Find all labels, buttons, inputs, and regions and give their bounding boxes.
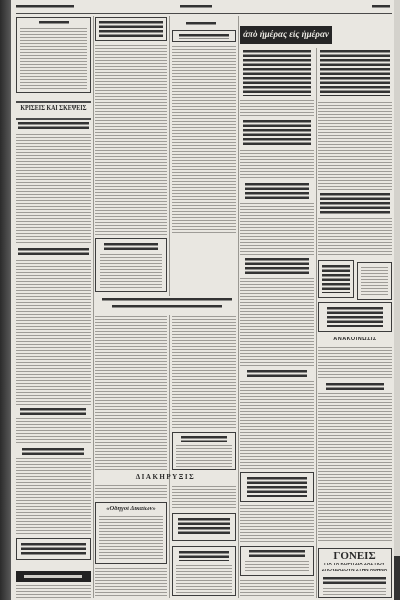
article-text: [172, 316, 236, 428]
spread-headline-line-1: [102, 298, 232, 301]
ad-title-line: [39, 21, 69, 25]
section-rule-bottom: [16, 118, 91, 120]
article-text: [240, 100, 314, 116]
small-ad-box: [172, 546, 236, 596]
article-headline: [18, 122, 89, 131]
article-headline: [320, 50, 390, 96]
business-ad-box: [240, 546, 314, 576]
notice-title: [181, 436, 227, 442]
section-heading-kriseis: ΚΡΙΣΕΙΣ ΚΑΙ ΣΚΕΨΕΙΣ: [20, 105, 87, 112]
small-ad-text: [178, 518, 230, 536]
header-rule: [16, 13, 392, 14]
article-headline: [22, 448, 84, 455]
dark-banner: [16, 571, 91, 582]
column-rule: [169, 16, 170, 296]
headline-text: [99, 21, 163, 37]
proclamation-text: [95, 485, 167, 499]
small-ad-text: [322, 265, 350, 293]
advertisement-box: [95, 238, 167, 292]
announcement-text: [318, 347, 392, 380]
column-rule: [316, 48, 317, 598]
ad-text: [100, 254, 162, 288]
page-corner-shadow: [394, 556, 400, 600]
article-text: [16, 134, 91, 244]
guides-box: [95, 502, 167, 564]
parents-ad-subtitle-1: ΓΙΑ ΤΑ ΚΟΡΙΤΣΙΑ ΣΑΣ ΠΟΥ: [324, 563, 385, 567]
article-text: [318, 218, 392, 256]
small-ad-text: [361, 267, 388, 295]
article-text: [240, 203, 314, 255]
headline-box: [95, 17, 167, 41]
column-title-text: [179, 34, 229, 39]
binding-edge: [0, 0, 11, 600]
article-text: [16, 260, 91, 405]
name-card-text: [247, 477, 307, 497]
article-headline: [326, 383, 384, 390]
small-ad-box: [357, 262, 392, 300]
article-text: [16, 585, 91, 598]
small-ad-title: [179, 551, 229, 561]
article-text: [95, 316, 167, 471]
classified-ad-box: [16, 17, 91, 93]
notice-box: [172, 432, 236, 470]
banner-title: ἀπὸ ἡμέρας εἰς ἡμέραν: [243, 30, 329, 39]
section-rule-top: [16, 101, 91, 103]
article-text: [172, 486, 236, 510]
header-page-number: [372, 5, 390, 9]
parents-ad-box: [318, 548, 392, 598]
article-text: [240, 505, 314, 543]
column-rule: [93, 16, 94, 598]
article-headline: [243, 120, 311, 146]
article-text: [16, 458, 91, 534]
article-text: [318, 393, 392, 543]
article-text: [240, 381, 314, 469]
header-masthead-line: [180, 5, 212, 9]
parents-ad-subtitle-2: ΣΠΟΥΔΑΖΟΥΝ ΣΤΗΝ ΑΘΗΝΑ: [321, 569, 388, 573]
business-ad-text: [245, 561, 309, 573]
name-card-box: [240, 472, 314, 502]
column-rule: [238, 16, 239, 598]
column-kicker: [186, 22, 216, 25]
header-date-line: [16, 5, 74, 9]
article-text: [172, 46, 236, 234]
parents-ad-footer: [323, 588, 386, 595]
article-headline: [18, 248, 89, 257]
small-ad-box: [318, 260, 354, 298]
parents-ad-title: ΓΟΝΕΙΣ: [333, 551, 376, 562]
article-text: [16, 418, 91, 445]
ad-text-block: [20, 28, 87, 90]
article-headline: [245, 258, 309, 274]
spread-headline-line-2: [112, 305, 222, 308]
parents-ad-table: [323, 577, 386, 585]
article-text: [318, 102, 392, 190]
article-headline: [245, 183, 309, 199]
article-text: [95, 45, 167, 235]
article-headline: [247, 370, 307, 377]
business-ad-title: [249, 550, 305, 558]
page-right-edge: [394, 0, 400, 600]
article-text: [240, 150, 314, 180]
column-title-box: [172, 30, 236, 42]
guides-box-title: «Οδηγοί Δικαίων»: [106, 506, 156, 512]
day-to-day-banner: [240, 26, 332, 44]
small-ad-text: [176, 565, 232, 593]
article-text: [240, 278, 314, 366]
article-headline: [243, 50, 311, 96]
announcements-heading: ΑΝΑΚΟΙΝΩΣΙΣ: [333, 337, 377, 342]
ad-headline: [104, 243, 158, 250]
article-headline: [20, 408, 86, 415]
small-ad-box: [172, 513, 236, 541]
notice-text: [176, 445, 232, 467]
notice-text: [327, 307, 383, 327]
column-rule: [169, 315, 170, 598]
notice-text: [21, 543, 86, 555]
banner-lettering: [24, 575, 82, 578]
notice-box: [318, 302, 392, 332]
proclamation-heading: ΔΙΑΚΗΡΥΞΙΣ: [135, 474, 196, 481]
guides-list: [99, 516, 163, 560]
article-text: [95, 568, 167, 598]
article-headline: [320, 193, 390, 215]
notice-box: [16, 538, 91, 560]
article-text: [240, 580, 314, 598]
